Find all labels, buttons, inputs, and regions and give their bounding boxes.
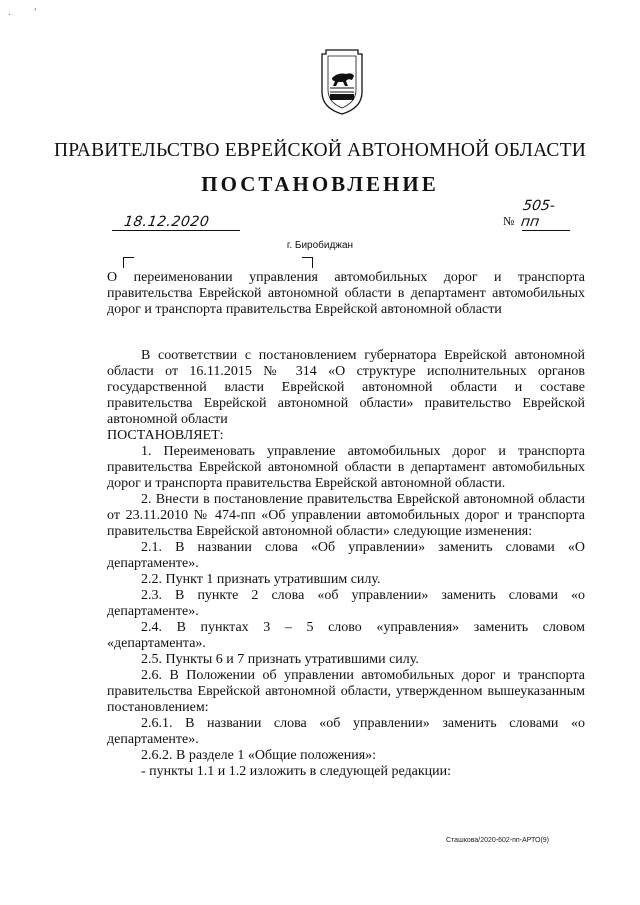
government-title: ПРАВИТЕЛЬСТВО ЕВРЕЙСКОЙ АВТОНОМНОЙ ОБЛАСТИ: [53, 140, 587, 161]
decree-word: ПОСТАНОВЛЯЕТ:: [107, 428, 224, 443]
item-2-5: 2.5. Пункты 6 и 7 признать утратившими силу.: [141, 652, 419, 667]
number-field: [519, 198, 570, 231]
coat-of-arms-tiger-icon: [318, 48, 366, 116]
subject-corner-right: [302, 257, 313, 268]
item-2-3: 2.3. В пункте 2 слова «об управлении» заменить словами «о департаменте».: [107, 588, 585, 619]
item-1: 1. Переименовать управление автомобильных дорог и транспорта правительства Еврейской автономной области в департамент автомобильных дорог и транспорта правительства Еврейской автономной области.: [107, 444, 585, 491]
number-prefix: №: [503, 214, 515, 228]
subject-corner-left: [123, 257, 134, 268]
item-2-1: 2.1. В названии слова «Об управлении» заменить словами «О департаменте».: [107, 540, 585, 571]
document-subject: О переименовании управления автомобильных дорог и транспорта правительства Еврейской автономной области в департамент автомобильных дорог и транспорта правительства Еврейской автономной области: [107, 270, 585, 317]
item-2-2: 2.2. Пункт 1 признать утратившим силу.: [141, 572, 381, 587]
item-2-6-2: 2.6.2. В разделе 1 «Общие положения»:: [141, 748, 377, 763]
footer-code: Сташкова/2020-602-пп-АРТО(9): [446, 837, 550, 844]
date-field: [112, 212, 240, 231]
item-2-6-2-list: - пункты 1.1 и 1.2 изложить в следующей редакции:: [141, 764, 452, 779]
document-body: [107, 348, 585, 780]
item-2: 2. Внести в постановление правительства Еврейской автономной области от 23.11.2010 № 474-пп «Об управлении автомобильных дорог и транспорта правительства Еврейской автономной области» следующие изменения:: [107, 492, 585, 539]
date-value: 18.12.2020: [122, 214, 211, 230]
city: г. Биробиджан: [286, 240, 354, 251]
preamble: В соответствии с постановлением губернатора Еврейской автономной области от 16.11.2015 № 314 «О структуре исполнительных органов государственной власти Еврейской автономной области и составе правительства Еврейской автономной области» правительство Еврейской автономной области: [107, 348, 585, 427]
scan-artifact: . ʼ: [8, 8, 37, 18]
item-2-6-1: 2.6.1. В названии слова «об управлении» заменить словами «о департаменте».: [107, 716, 585, 747]
number-value: 505-пп: [519, 198, 557, 230]
item-2-4: 2.4. В пунктах 3 – 5 слово «управления» заменить словом «департамента».: [107, 620, 585, 651]
document-type: ПОСТАНОВЛЕНИЕ: [201, 172, 439, 196]
item-2-6: 2.6. В Положении об управлении автомобильных дорог и транспорта правительства Еврейской автономной области, утвержденном вышеуказанным постановлением:: [107, 668, 585, 715]
